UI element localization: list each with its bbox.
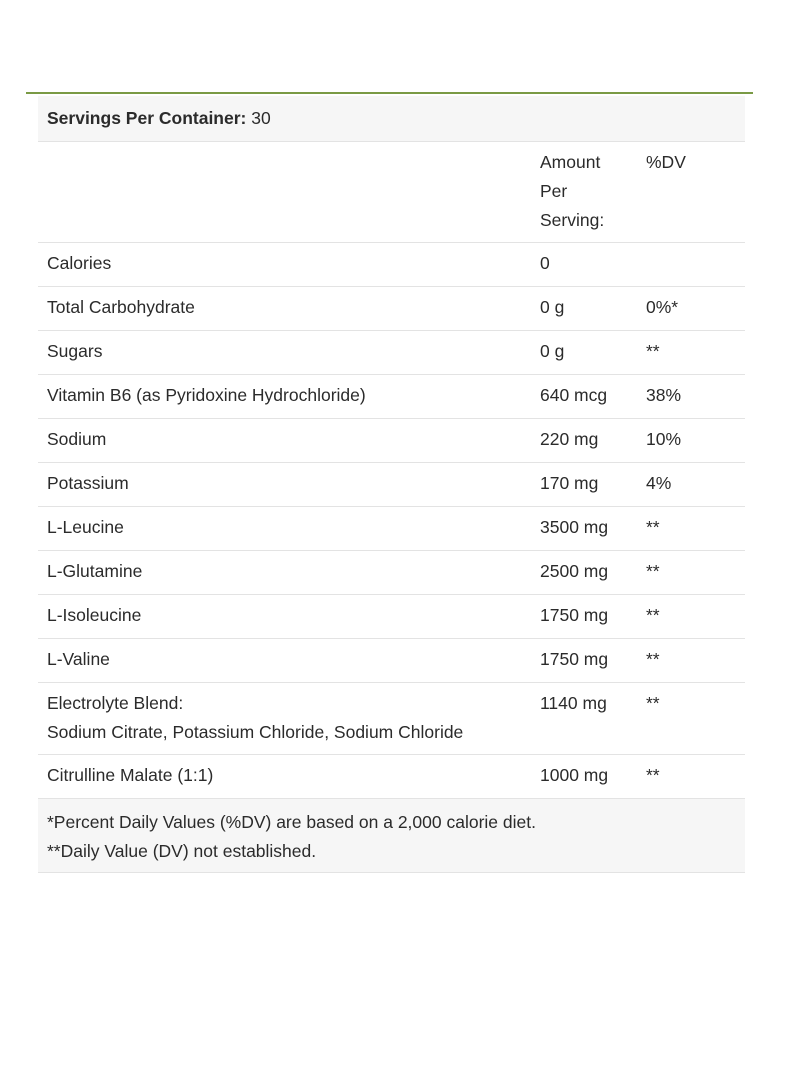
dv-header: %DV [646, 152, 686, 172]
servings-row [38, 96, 745, 142]
table-row [38, 419, 745, 463]
nutrient-dv: 10% [646, 429, 682, 449]
nutrient-name: Vitamin B6 (as Pyridoxine Hydrochloride) [47, 385, 366, 405]
nutrient-amount: 0 [540, 253, 550, 273]
nutrient-dv: ** [646, 605, 660, 625]
nutrient-dv: ** [646, 649, 660, 669]
nutrient-subname: Sodium Citrate, Potassium Chloride, Sodium Chloride [47, 722, 464, 742]
nutrient-name: L-Isoleucine [47, 605, 142, 625]
nutrient-amount: 3500 mg [540, 517, 609, 537]
nutrient-name: L-Leucine [47, 517, 124, 537]
footnote-percent-dv: *Percent Daily Values (%DV) are based on a 2,000 calorie diet. [47, 812, 536, 832]
nutrient-amount: 1000 mg [540, 765, 609, 785]
nutrient-dv: ** [646, 341, 660, 361]
nutrient-amount: 1750 mg [540, 649, 609, 669]
nutrient-name: Sugars [47, 341, 103, 361]
nutrient-amount: 220 mg [540, 429, 599, 449]
nutrient-name: Electrolyte Blend: [47, 693, 184, 713]
table-row [38, 243, 745, 287]
nutrient-amount: 0 g [540, 341, 565, 361]
servings-value: 30 [246, 108, 271, 128]
nutrient-name: Potassium [47, 473, 129, 493]
table-row [38, 463, 745, 507]
nutrient-dv: ** [646, 693, 660, 713]
footnotes-cell [47, 808, 536, 866]
amount-per-serving-header: Amount Per Serving: [540, 152, 605, 230]
nutrient-name: Calories [47, 253, 112, 273]
table-row [38, 639, 745, 683]
nutrient-name: Sodium [47, 429, 107, 449]
nutrient-dv: 38% [646, 385, 682, 405]
nutrient-amount: 640 mcg [540, 385, 608, 405]
nutrient-name-cell [47, 689, 463, 747]
top-divider [26, 92, 753, 94]
servings-label: Servings Per Container: [47, 108, 247, 128]
nutrient-name: Citrulline Malate (1:1) [47, 765, 214, 785]
nutrient-amount: 170 mg [540, 473, 599, 493]
table-row [38, 375, 745, 419]
nutrient-dv: 0%* [646, 297, 679, 317]
nutrient-amount: 1140 mg [540, 693, 607, 713]
footnote-dv-not-established: **Daily Value (DV) not established. [47, 841, 317, 861]
nutrient-name: Total Carbohydrate [47, 297, 195, 317]
nutrient-dv: 4% [646, 473, 672, 493]
table-row [38, 331, 745, 375]
footnotes-row [38, 799, 745, 873]
nutrient-amount: 1750 mg [540, 605, 609, 625]
nutrient-name: L-Glutamine [47, 561, 143, 581]
nutrient-dv: ** [646, 517, 660, 537]
nutrient-dv: ** [646, 765, 660, 785]
supplement-facts-table [38, 96, 745, 873]
nutrient-dv: ** [646, 561, 660, 581]
nutrient-amount: 0 g [540, 297, 565, 317]
table-row [38, 595, 745, 639]
table-header-row [38, 142, 745, 243]
table-row [38, 683, 745, 755]
table-row [38, 507, 745, 551]
table-row [38, 287, 745, 331]
table-row [38, 755, 745, 799]
table-row [38, 551, 745, 595]
nutrient-amount: 2500 mg [540, 561, 609, 581]
servings-cell [47, 104, 271, 133]
nutrient-name: L-Valine [47, 649, 110, 669]
